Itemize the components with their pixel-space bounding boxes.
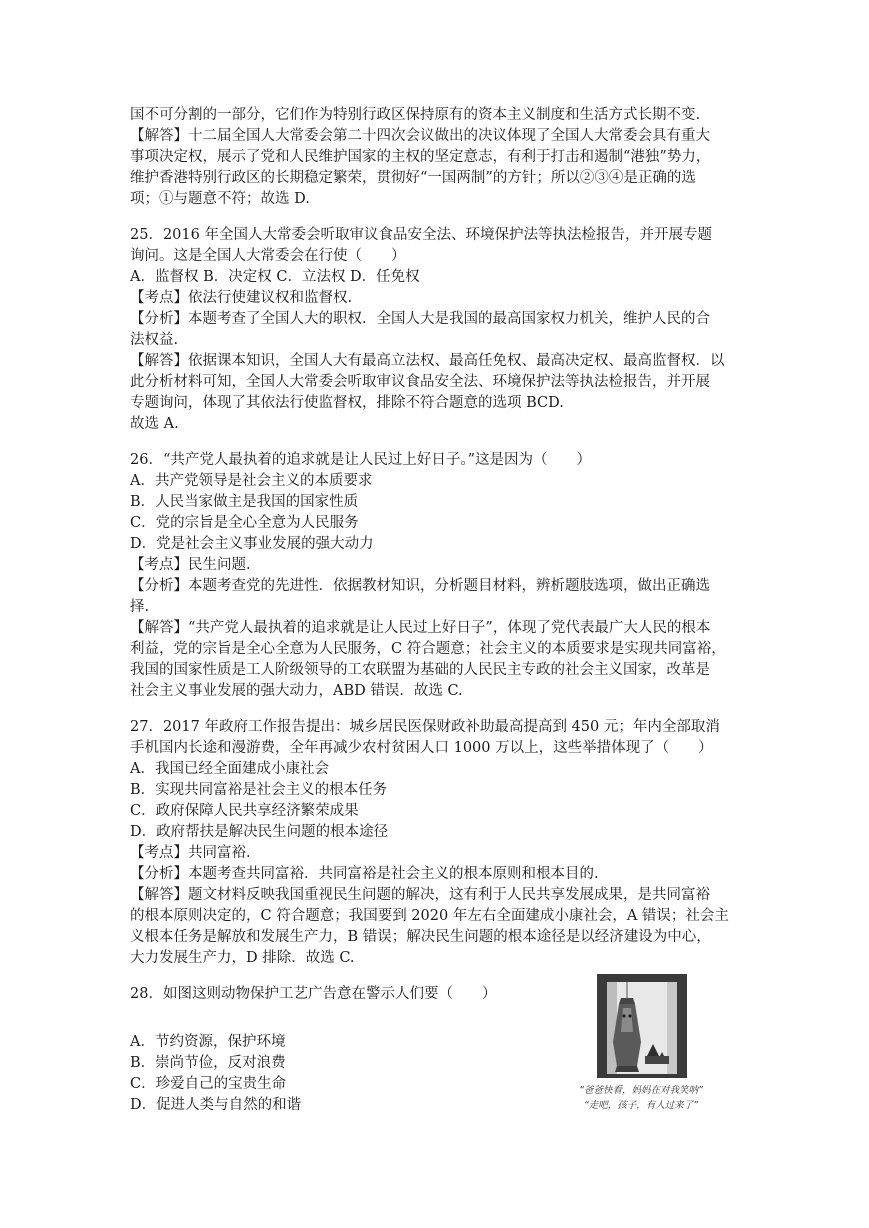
text-line: 国不可分割的一部分，它们作为特别行政区保持原有的资本主义制度和生活方式长期不变. bbox=[130, 107, 701, 123]
question-28-option-a: A．节约资源，保护环境 bbox=[130, 1034, 286, 1050]
question-26-analysis: 【分析】本题考查党的先进性．依据教材知识，分析题目材料，辨析题肢选项，做出正确选 bbox=[130, 578, 710, 594]
question-27-option-c: C．政府保障人民共享经济繁荣成果 bbox=[130, 803, 359, 819]
question-27-answer: 大力发展生产力，D 排除．故选 C. bbox=[130, 950, 355, 966]
question-25-kaodian: 【考点】依法行使建议权和监督权. bbox=[130, 290, 353, 306]
question-27-option-d: D．政府帮扶是解决民生问题的根本途径 bbox=[130, 824, 389, 840]
text-line: 【解答】十二届全国人大常委会第二十四次会议做出的决议体现了全国人大常委会具有重大 bbox=[130, 128, 710, 144]
question-27-option-b: B．实现共同富裕是社会主义的根本任务 bbox=[130, 782, 388, 798]
ad-caption-line-2: “走吧，孩子，有人过来了” bbox=[583, 1100, 699, 1111]
ad-caption-line-1: “爸爸快看，妈妈在对我笑呐” bbox=[579, 1085, 703, 1096]
ad-image bbox=[553, 972, 729, 1082]
question-28-option-c: C．珍爱自己的宝贵生命 bbox=[130, 1076, 287, 1092]
question-25-stem: 25．2016 年全国人大常委会听取审议食品安全法、环境保护法等执法检报告，并开展专题 bbox=[130, 227, 712, 243]
question-25-options: A．监督权 B．决定权 C．立法权 D．任免权 bbox=[130, 269, 420, 285]
question-26-option-d: D．党是社会主义事业发展的强大动力 bbox=[130, 536, 374, 552]
question-28-option-d: D．促进人类与自然的和谐 bbox=[130, 1097, 302, 1113]
question-28-option-b: B．崇尚节俭，反对浪费 bbox=[130, 1055, 286, 1071]
question-25-answer: 故选 A. bbox=[130, 416, 179, 432]
question-25-analysis: 【分析】本题考查了全国人大的职权．全国人大是我国的最高国家权力机关，维护人民的合 bbox=[130, 311, 710, 327]
question-26-answer: 我国的国家性质是工人阶级领导的工农联盟为基础的人民民主专政的社会主义国家，改革是 bbox=[130, 662, 710, 678]
text-line: 维护香港特别行政区的长期稳定繁荣，贯彻好“一国两制”的方针；所以②③④是正确的选 bbox=[130, 170, 696, 186]
question-26-stem: 26．“共产党人最执着的追求就是让人民过上好日子。”这是因为（ ） bbox=[130, 452, 592, 468]
question-27-option-a: A．我国已经全面建成小康社会 bbox=[130, 761, 329, 777]
question-25-stem: 询问。这是全国人大常委会在行使（ ） bbox=[130, 248, 406, 264]
ad-illustration bbox=[553, 972, 729, 1116]
question-26-option-a: A．共产党领导是社会主义的本质要求 bbox=[130, 473, 373, 489]
question-28-stem: 28．如图这则动物保护工艺广告意在警示人们要（ ） bbox=[130, 986, 497, 1002]
question-25-answer: 专题询问，体现了其依法行使监督权，排除不符合题意的选项 BCD. bbox=[130, 395, 564, 411]
question-27-answer: 的根本原则决定的，C 符合题意；我国要到 2020 年左右全面建成小康社会，A 错误；社会主 bbox=[130, 908, 729, 924]
question-26-kaodian: 【考点】民生问题. bbox=[130, 557, 251, 573]
question-25-answer: 【解答】依据课本知识，全国人大有最高立法权、最高任免权、最高决定权、最高监督权．以 bbox=[130, 353, 725, 369]
question-25-answer: 此分析材料可知，全国人大常委会听取审议食品安全法、环境保护法等执法检报告，并开展 bbox=[130, 374, 710, 390]
question-27-kaodian: 【考点】共同富裕. bbox=[130, 845, 251, 861]
question-27-analysis: 【分析】本题考查共同富裕．共同富裕是社会主义的根本原则和根本目的. bbox=[130, 866, 599, 882]
question-26-answer: 【解答】“共产党人最执着的追求就是让人民过上好日子”，体现了党代表最广大人民的根本 bbox=[130, 620, 711, 636]
question-26-option-c: C．党的宗旨是全心全意为人民服务 bbox=[130, 515, 359, 531]
question-27-stem: 手机国内长途和漫游费，全年再减少农村贫困人口 1000 万以上，这些举措体现了（ ） bbox=[130, 740, 713, 756]
question-26-answer: 社会主义事业发展的强大动力，ABD 错误．故选 C. bbox=[130, 683, 463, 699]
text-line: 事项决定权，展示了党和人民维护国家的主权的坚定意志，有利于打击和遏制“港独”势力， bbox=[130, 149, 711, 165]
question-26-option-b: B．人民当家做主是我国的国家性质 bbox=[130, 494, 359, 510]
question-26-answer: 利益，党的宗旨是全心全意为人民服务，C 符合题意；社会主义的本质要求是实现共同富裕， bbox=[130, 641, 726, 657]
question-27-answer: 【解答】题文材料反映我国重视民生问题的解决，这有利于人民共享发展成果，是共同富裕 bbox=[130, 887, 710, 903]
question-25-analysis: 法权益. bbox=[130, 332, 179, 348]
question-26-analysis: 择. bbox=[130, 599, 150, 615]
question-27-answer: 义根本任务是解放和发展生产力，B 错误；解决民生问题的根本途径是以经济建设为中心， bbox=[130, 929, 711, 945]
question-27-stem: 27．2017 年政府工作报告提出：城乡居民医保财政补助最高提高到 450 元；年内全部取消 bbox=[130, 719, 720, 735]
text-line: 项；①与题意不符；故选 D. bbox=[130, 191, 310, 207]
